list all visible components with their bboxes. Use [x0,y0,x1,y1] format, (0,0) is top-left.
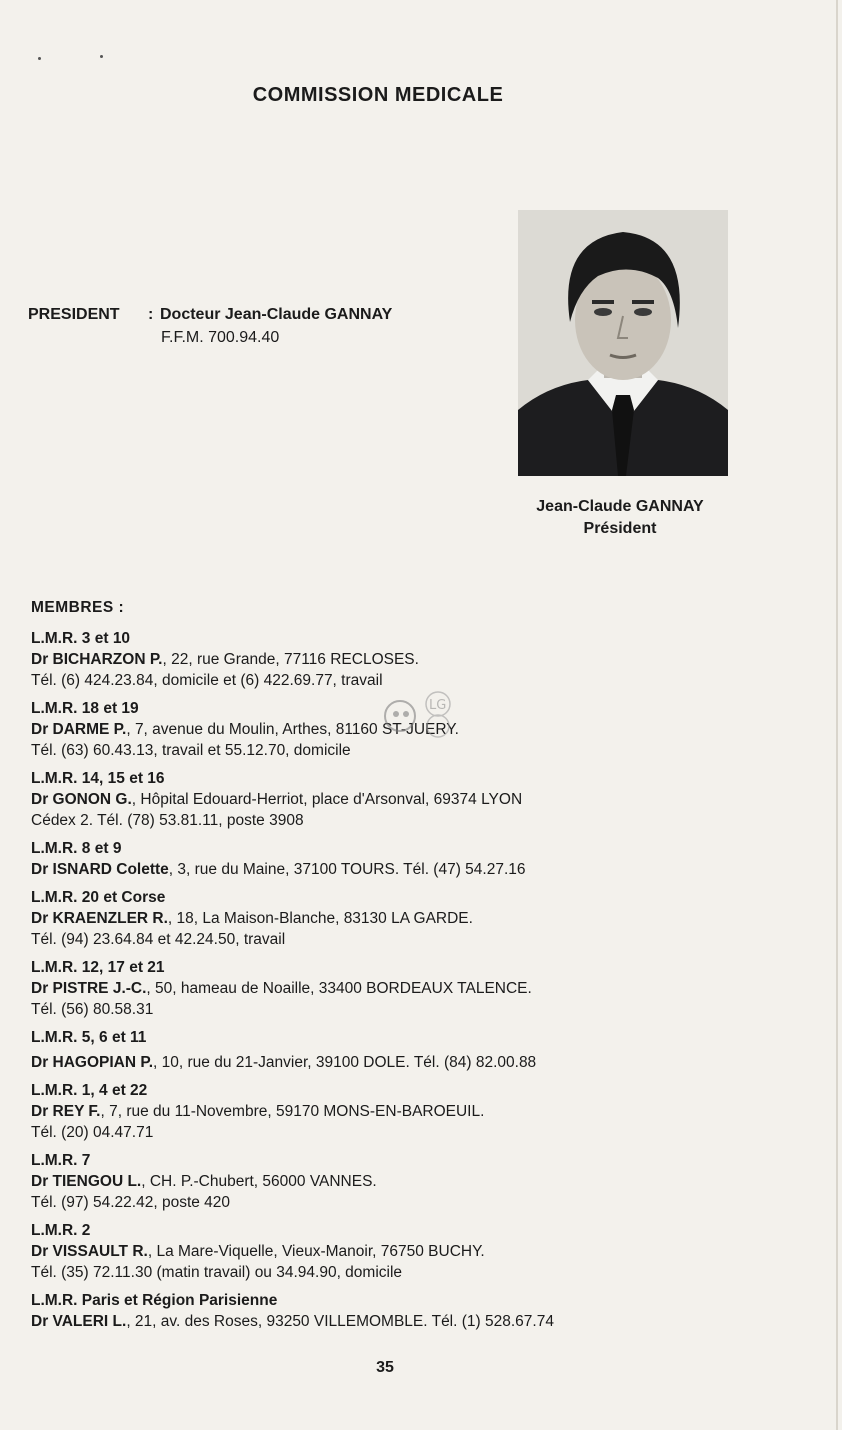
member-doctor: Dr ISNARD Colette [31,861,169,878]
member-doctor: Dr TIENGOU L. [31,1173,142,1190]
member-address: , CH. P.-Chubert, 56000 VANNES. [141,1173,377,1190]
member-region: L.M.R. 20 et Corse [31,889,166,906]
president-row [28,303,392,326]
member-entry [31,628,811,691]
member-entry [31,1080,811,1143]
president-block [28,303,392,349]
member-phone: Tél. (6) 424.23.84, domicile et (6) 422.69.77, travail [31,672,383,689]
president-label: PRESIDENT [28,306,120,323]
member-phone: Tél. (20) 04.47.71 [31,1124,154,1141]
member-region: L.M.R. 5, 6 et 11 [31,1029,147,1046]
member-region: L.M.R. 7 [31,1152,91,1169]
print-speck [38,57,41,60]
member-region: L.M.R. 1, 4 et 22 [31,1082,148,1099]
member-doctor: Dr DARME P. [31,721,127,738]
member-address: , 21, av. des Roses, 93250 VILLEMOMBLE. Tél. (1) 528.67.74 [126,1313,554,1330]
member-doctor: Dr KRAENZLER R. [31,910,168,927]
member-region: L.M.R. Paris et Région Parisienne [31,1292,278,1309]
photo-caption [510,496,730,540]
member-entry [31,887,811,950]
members-label: MEMBRES : [31,599,125,616]
caption-role: Président [583,520,657,537]
member-doctor: Dr HAGOPIAN P. [31,1054,154,1071]
president-name: Docteur Jean-Claude GANNAY [160,306,393,323]
member-entry [31,1027,811,1073]
member-address: , 50, hameau de Noaille, 33400 BORDEAUX TALENCE. [146,980,532,997]
president-photo [518,210,728,476]
member-entry [31,1220,811,1283]
member-doctor: Dr VISSAULT R. [31,1243,148,1260]
page-number: 35 [376,1359,394,1376]
member-phone: Cédex 2. Tél. (78) 53.81.11, poste 3908 [31,812,304,829]
member-entry [31,838,811,880]
watermark-text: LG [429,698,447,713]
member-entry [31,768,811,831]
member-address: , 3, rue du Maine, 37100 TOURS. Tél. (47) 54.27.16 [168,861,526,878]
member-region: L.M.R. 12, 17 et 21 [31,959,165,976]
portrait-image [518,210,728,476]
member-address: , 18, La Maison-Blanche, 83130 LA GARDE. [167,910,473,927]
member-region: L.M.R. 18 et 19 [31,700,139,717]
page-edge [836,0,838,1430]
member-address: , La Mare-Viquelle, Vieux-Manoir, 76750 BUCHY. [147,1243,485,1260]
member-doctor: Dr BICHARZON P. [31,651,163,668]
print-speck [100,55,103,58]
member-doctor: Dr PISTRE J.-C. [31,980,147,997]
member-region: L.M.R. 3 et 10 [31,630,131,647]
member-entry [31,957,811,1020]
member-entry [31,1290,811,1332]
member-region: L.M.R. 2 [31,1222,91,1239]
member-phone: Tél. (94) 23.64.84 et 42.24.50, travail [31,931,286,948]
member-phone: Tél. (63) 60.43.13, travail et 55.12.70, domicile [31,742,351,759]
member-entry [31,1150,811,1213]
member-address: , 7, avenue du Moulin, Arthes, 81160 ST-JUERY. [126,721,459,738]
president-ffm-number: F.F.M. 700.94.40 [161,329,280,346]
member-region: L.M.R. 8 et 9 [31,840,122,857]
member-doctor: Dr REY F. [31,1103,101,1120]
member-phone: Tél. (35) 72.11.30 (matin travail) ou 34.94.90, domicile [31,1264,403,1281]
member-address: , 7, rue du 11-Novembre, 59170 MONS-EN-BAROEUIL. [100,1103,485,1120]
member-phone: Tél. (56) 80.58.31 [31,1001,154,1018]
member-doctor: Dr VALERI L. [31,1313,127,1330]
president-separator: : [148,306,154,323]
member-phone: Tél. (97) 54.22.42, poste 420 [31,1194,231,1211]
member-address: , Hôpital Edouard-Herriot, place d'Arsonval, 69374 LYON [131,791,523,808]
member-region: L.M.R. 14, 15 et 16 [31,770,165,787]
member-doctor: Dr GONON G. [31,791,132,808]
member-address: , 10, rue du 21-Janvier, 39100 DOLE. Tél. (84) 82.00.88 [153,1054,537,1071]
members-section [31,597,811,1339]
page-title: COMMISSION MEDICALE [252,84,504,106]
member-address: , 22, rue Grande, 77116 RECLOSES. [162,651,419,668]
caption-name: Jean-Claude GANNAY [536,498,704,515]
member-entry [31,698,811,761]
